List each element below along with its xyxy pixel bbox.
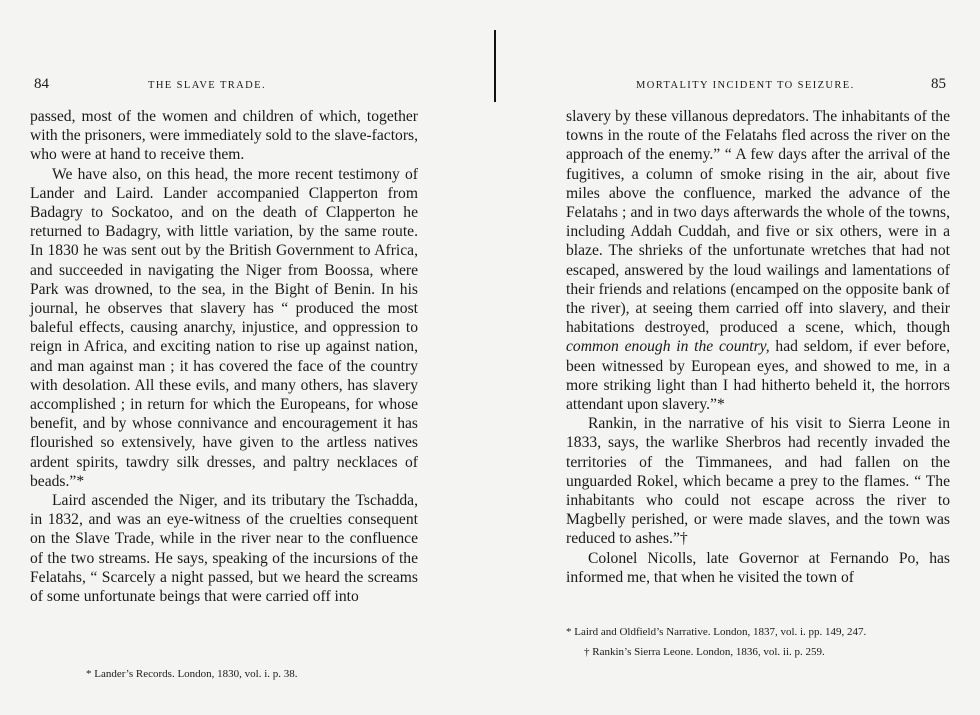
right-page-number: 85 xyxy=(931,76,946,92)
right-text-segment: slavery by these villanous depredators. The inhabitants of the towns in the route of the Felatahs fled across the river on the approach of the enemy.” “ A few days after the arrival of the fugitives, a column of smoke rising in the air, about five miles above the confluence, marked the advance of the Felatahs ; and in two days afterwards the whole of the towns, including Addah Cuddah, and five or six others, were in a blaze. The shrieks of the unfortunate wretches that had not escaped, answered by the loud wailings and lamentations of their friends and relations (encamped on the opposite bank of the river), at seeing them carried off into slavery, and their habitations destroyed, produced a scene, which, though xyxy=(566,108,950,337)
gutter-line xyxy=(494,30,496,102)
left-paragraph: passed, most of the women and children of which, together with the prisoners, were immediately sold to the slave-factors, who were at hand to receive them. xyxy=(30,108,419,164)
left-paragraph: Laird ascended the Niger, and its tributary the Tschadda, in 1832, and was an eye-witness of the cruelties consequent on the Slave Trade, while in the river near to the confluence of the two streams. He says, speaking of the incursions of the Felatahs, “ Scarcely a night passed, but we heard the screams of some unfortunate beings that were carried off into xyxy=(30,492,418,606)
right-paragraph: Colonel Nicolls, late Governor at Fernando Po, has informed me, that when he visited the town of xyxy=(566,549,950,586)
right-footnote-2: † Rankin’s Sierra Leone. London, 1836, vol. ii. p. 259. xyxy=(584,646,825,658)
left-footnote: * Lander’s Records. London, 1830, vol. i. p. 38. xyxy=(86,668,298,680)
right-text-segment: had seldom, if ever before, been witnessed by European eyes, and showed to me, in a more striking light than I had hitherto beheld it, the horrors attendant upon slavery.”* xyxy=(566,338,951,414)
right-paragraph: Rankin, in the narrative of his visit to Sierra Leone in 1833, says, the warlike Sherbros had recently invaded the territories of the Timmanees, and had fallen on the unguarded Rokel, which became a prey to the flames. “ The inhabitants who could not escape across the river to Magbelly perished, or were made slaves, and the town was reduced to ashes.”† xyxy=(566,415,950,548)
right-body-text xyxy=(566,107,950,587)
left-body-text xyxy=(30,107,418,606)
right-italic-text: common enough in the country, xyxy=(566,338,770,356)
right-paragraph xyxy=(566,107,950,414)
left-page-number: 84 xyxy=(34,76,49,92)
right-footnote-1: * Laird and Oldfield’s Narrative. London, 1837, vol. i. pp. 149, 247. xyxy=(566,626,867,638)
left-paragraph: We have also, on this head, the more recent testimony of Lander and Laird. Lander accompanied Clapperton from Badagry to Sockatoo, and on the death of Clapperton he returned to Badagry, with little variation, by the same route. In 1830 he was sent out by the British Government to Africa, and succeeded in navigating the Niger from Boossa, where Park was drowned, to the sea, in the Bight of Benin. In his journal, he observes that slavery has “ produced the most baleful effects, causing anarchy, injustice, and oppression to reign in Africa, and exciting nation to rise up against nation, and man against man ; it has covered the face of the country with desolation. All these evils, and many others, has slavery accomplished ; in return for which the Europeans, for whose benefit, and by whose connivance and encouragement it has flourished so extensively, have given to the artless natives ardent spirits, tawdry silk dresses, and paltry necklaces of beads.”* xyxy=(30,165,418,490)
right-page xyxy=(566,0,950,715)
left-page xyxy=(30,0,418,715)
right-running-head: MORTALITY INCIDENT TO SEIZURE. xyxy=(636,80,855,91)
left-running-head: THE SLAVE TRADE. xyxy=(148,80,266,91)
left-page-header xyxy=(30,76,418,98)
left-footnotes xyxy=(30,666,418,682)
right-page-header xyxy=(566,76,950,98)
right-footnotes xyxy=(566,624,950,660)
